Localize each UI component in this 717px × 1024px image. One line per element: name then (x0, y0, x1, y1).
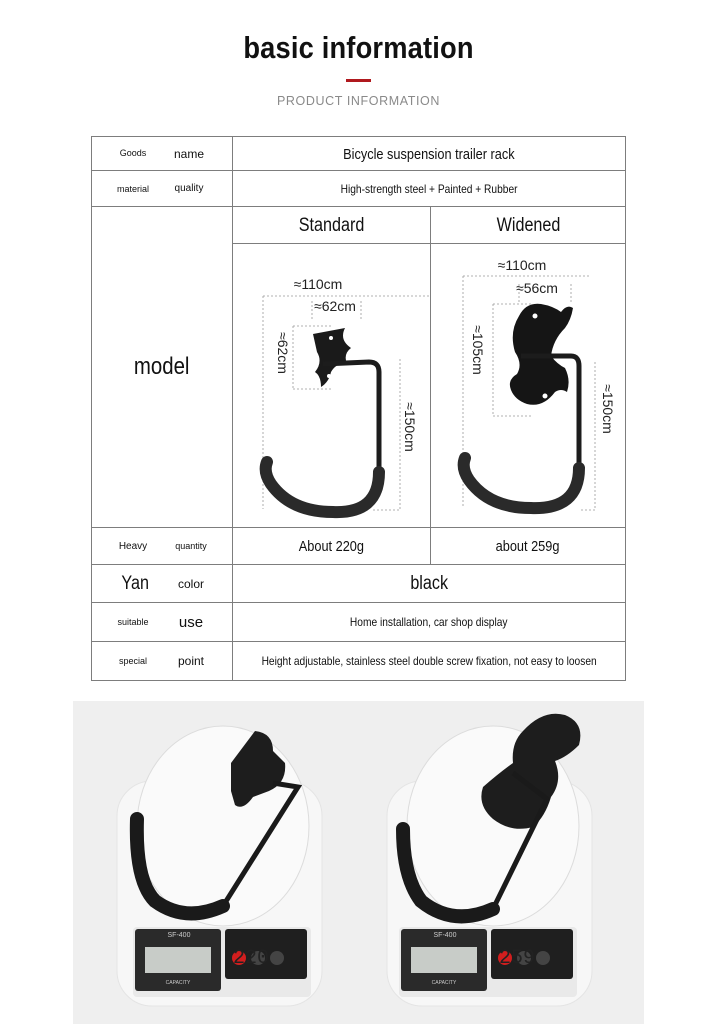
material-label: material (116, 183, 149, 194)
color-value: black (410, 572, 448, 594)
title-accent-bar (346, 79, 371, 82)
point-label: point (177, 654, 205, 668)
widened-weight-value: about 259g (496, 537, 560, 555)
use-value: Home installation, car shop display (350, 615, 508, 629)
use-label: use (178, 613, 204, 631)
standard-weight-value: About 220g (298, 537, 365, 555)
scale2-capacity: CAPACITY (431, 980, 457, 986)
page-subtitle: PRODUCT INFORMATION (276, 94, 441, 108)
scale1-capacity: CAPACITY (165, 980, 191, 986)
quality-label: quality (174, 183, 204, 194)
model-label: model (133, 352, 190, 380)
yan-label: Yan (121, 572, 149, 594)
widened-dim-width: ≈110cm (497, 257, 547, 273)
material-value: High-strength steel + Painted + Rubber (340, 181, 518, 196)
goods-name-value: Bicycle suspension trailer rack (343, 145, 515, 163)
widened-dim-height: ≈150cm (600, 384, 616, 434)
scale2-brand: SF-400 (433, 932, 457, 939)
page-title: basic information (243, 30, 474, 65)
standard-heading: Standard (298, 214, 365, 236)
weighing-photo (73, 701, 644, 1024)
standard-dim-plate-width: ≈62cm (314, 298, 356, 314)
name-label: name (173, 147, 205, 161)
widened-heading: Widened (496, 214, 560, 236)
goods-label: Goods (119, 148, 147, 158)
scale1-reading: 220 (232, 947, 269, 970)
feature-value: Height adjustable, stainless steel double screw fixation, not easy to loosen (261, 654, 597, 668)
product-info-table (91, 136, 626, 681)
quantity-label: quantity (175, 541, 207, 551)
suitable-label: suitable (117, 617, 149, 627)
heavy-label: Heavy (118, 540, 148, 552)
color-label: color (177, 576, 204, 591)
widened-dim-plate-height: ≈105cm (470, 325, 486, 375)
standard-dim-height: ≈150cm (402, 402, 418, 452)
scale2-reading: 259 (498, 947, 535, 970)
special-label: special (118, 656, 147, 666)
standard-dim-width: ≈110cm (293, 276, 343, 292)
standard-dim-plate-height: ≈62cm (275, 332, 291, 374)
widened-dim-plate-width: ≈56cm (516, 280, 558, 296)
scale1-brand: SF-400 (167, 932, 191, 939)
